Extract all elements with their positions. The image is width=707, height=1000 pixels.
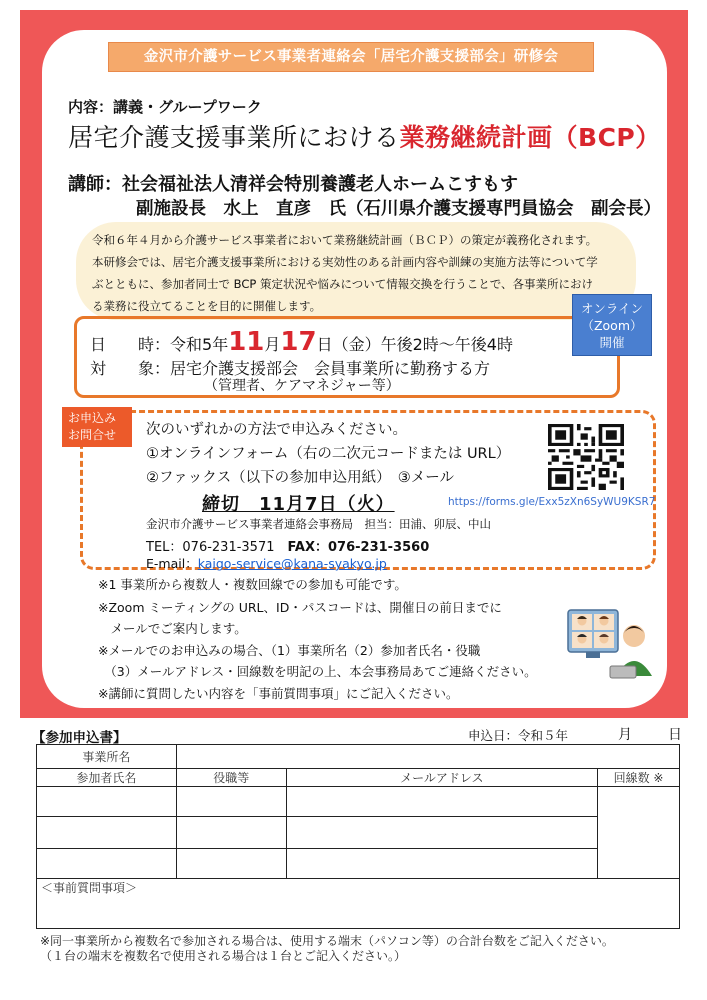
deadline: 締切 11月7日（火） — [202, 494, 395, 515]
title-highlight: 業務継続計画（BCP） — [399, 123, 661, 152]
participant-position-field[interactable] — [176, 817, 286, 849]
apply-method-1: ①オンラインフォーム（右の二次元コードまたは URL） — [146, 446, 511, 462]
description-line: ぶとともに、参加者同士で BCP 策定状況や悩みについて情報交換を行うことで、各事業所におけ — [92, 277, 593, 291]
line-count-field[interactable] — [598, 787, 680, 879]
main-title — [68, 118, 661, 154]
target-text: 居宅介護支援部会 会員事業所に勤務する方 — [170, 359, 491, 378]
col-header-email: メールアドレス — [286, 769, 597, 787]
month-unit: 月 — [264, 335, 281, 354]
apply-badge — [62, 407, 132, 447]
email-line — [146, 554, 387, 572]
target-note: （管理者、ケアマネジャー等） — [204, 378, 400, 394]
day-number: 17 — [280, 327, 317, 357]
apply-intro: 次のいずれかの方法で申込みください。 — [146, 422, 407, 438]
description-line: 令和６年４月から介護サービス事業者において業務継続計画（ＢＣＰ）の策定が義務化されます。 — [92, 233, 598, 247]
participant-name-field[interactable] — [37, 787, 177, 817]
pre-questions-field[interactable] — [37, 879, 680, 929]
apply-badge-line: お申込み — [68, 411, 117, 425]
fax-number: FAX：076-231-3560 — [287, 540, 430, 555]
participant-position-field[interactable] — [176, 787, 286, 817]
pre-questions-label: ＜事前質問事項＞ — [41, 881, 138, 895]
online-badge-line: オンライン — [580, 301, 644, 316]
lecturer-line-2: 副施設長 水上 直彦 氏（石川県介護支援専門員協会 副会長） — [136, 199, 661, 219]
qr-code-icon[interactable] — [548, 424, 624, 490]
online-badge — [572, 294, 652, 356]
apply-method-2: ②ファックス（以下の参加申込用紙） ③メール — [146, 470, 455, 486]
application-form-table — [36, 744, 680, 929]
participant-name-field[interactable] — [37, 817, 177, 849]
footnote-line: ※同一事業所から複数名で参加される場合は、使用する端末（パソコン等）の合計台数をご記入ください。 — [40, 934, 614, 948]
form-month-label: 月 — [618, 727, 632, 743]
header-band: 金沢市介護サービス事業者連絡会「居宅介護支援部会」研修会 — [108, 42, 594, 72]
form-date-label: 申込日：令和５年 — [468, 728, 569, 743]
note-line: メールでご案内します。 — [98, 621, 247, 636]
date-line — [90, 327, 513, 357]
phone-fax-line — [146, 536, 429, 555]
note-line: ※1 事業所から複数人・複数回線での参加も可能です。 — [98, 577, 407, 592]
date-era: 令和5年 — [170, 335, 229, 354]
form-title: 【参加申込書】 — [32, 730, 127, 746]
apply-badge-line: お問合せ — [68, 428, 117, 442]
office-contact: 金沢市介護サービス事業者連絡会事務局 担当：田浦、卯辰、中山 — [146, 517, 491, 531]
lecturer-line-1: 講師：社会福祉法人清祥会特別養護老人ホームこすもす — [68, 174, 518, 195]
col-header-name: 参加者氏名 — [37, 769, 177, 787]
form-url-link[interactable]: https://forms.gle/Exx5zXn6SyWU9KSR7 — [448, 496, 656, 508]
office-label-cell: 事業所名 — [37, 745, 177, 769]
email-label: E-mail： — [146, 556, 198, 571]
col-header-position: 役職等 — [176, 769, 286, 787]
note-line: ※メールでのお申込みの場合、（1）事業所名（2）参加者氏名・役職 — [98, 643, 481, 658]
date-label: 日 時： — [90, 335, 171, 354]
month-number: 11 — [228, 327, 265, 357]
participant-email-field[interactable] — [286, 817, 597, 849]
office-name-field[interactable] — [176, 745, 679, 769]
participant-position-field[interactable] — [176, 849, 286, 879]
title-prefix: 居宅介護支援事業所における — [68, 123, 400, 152]
col-header-lines: 回線数 ※ — [598, 769, 680, 787]
note-line: （3）メールアドレス・回線数を明記の上、本会事務局あてご連絡ください。 — [98, 664, 537, 679]
footnote-line: （１台の端末を複数名で使用される場合は１台とご記入ください。） — [40, 949, 407, 963]
note-line: ※Zoom ミーティングの URL、ID・パスコードは、開催日の前日までに — [98, 600, 502, 615]
note-line: ※講師に質問したい内容を「事前質問事項」にご記入ください。 — [98, 686, 459, 701]
description-line: 本研修会では、居宅介護支援事業所における実効性のある計画内容や訓練の実施方法等について学 — [92, 255, 598, 269]
form-day-label: 日 — [668, 727, 682, 743]
content-line: 内容：講義・グループワーク — [68, 98, 262, 116]
online-badge-line: （Zoom） — [581, 318, 643, 333]
description-line: る業務に役立てることを目的に開催します。 — [92, 299, 322, 313]
target-label: 対 象： — [90, 359, 171, 378]
email-link[interactable]: kaigo-service@kana-syakyo.jp — [197, 556, 387, 571]
online-badge-line: 開催 — [599, 335, 625, 350]
date-rest: 日（金）午後2時～午後4時 — [316, 335, 513, 354]
tel-number: TEL：076-231-3571 — [146, 540, 275, 555]
participant-email-field[interactable] — [286, 849, 597, 879]
online-meeting-illustration — [566, 606, 656, 682]
participant-email-field[interactable] — [286, 787, 597, 817]
participant-name-field[interactable] — [37, 849, 177, 879]
